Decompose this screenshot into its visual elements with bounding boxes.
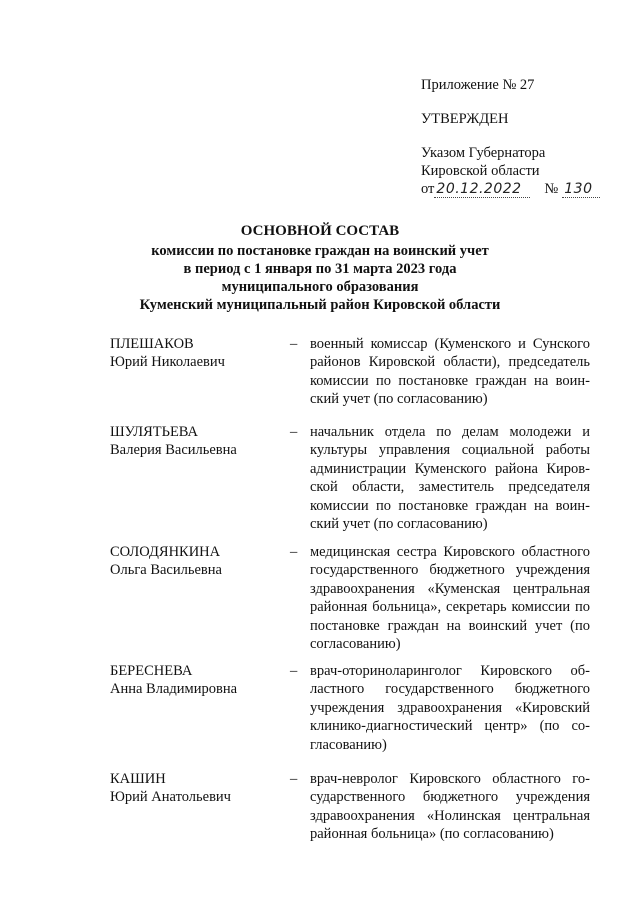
- number-sign: №: [544, 181, 559, 197]
- handwritten-number: 130: [562, 181, 600, 198]
- title-line-2: в период с 1 января по 31 марта 2023 года: [183, 261, 457, 277]
- member-surname: КАШИН: [110, 771, 166, 787]
- member-surname: СОЛОДЯНКИНА: [110, 544, 221, 560]
- handwritten-date: 20.12.2022: [434, 181, 530, 198]
- decree-line-2: Кировской области: [421, 163, 540, 179]
- member-given-name: Ольга Васильевна: [110, 562, 222, 579]
- decree-line-1: Указом Губернатора: [421, 145, 546, 161]
- title-main: ОСНОВНОЙ СОСТАВ: [240, 223, 400, 239]
- member-name: [110, 335, 280, 372]
- date-prefix: от: [421, 181, 435, 197]
- member-name: [110, 770, 280, 807]
- member-given-name: Анна Владимировна: [110, 681, 238, 698]
- approved-label: УТВЕРЖДЕН: [421, 111, 509, 127]
- member-role: медицинская сестра Кировского областного государственного бюджетного учреждения здравоохранения «Куменская центральная районная больница», секретарь комиссии по постановке граждан на воинский учет (по согласованию): [310, 544, 590, 653]
- decree-date-line: [421, 180, 621, 198]
- appendix-label: Приложение № 27: [421, 77, 535, 93]
- title-line-3: муниципального образования: [221, 279, 419, 295]
- member-given-name: Юрий Анатольевич: [110, 789, 231, 806]
- member-role: врач-невролог Кировского областного государственного бюджетного учреждения здравоохранения «Нолинская центральная районная больница» (по согласованию): [310, 771, 590, 843]
- member-given-name: Юрий Николаевич: [110, 354, 225, 371]
- member-dash: –: [290, 663, 298, 679]
- member-name: [110, 423, 280, 460]
- member-dash: –: [290, 771, 298, 787]
- member-surname: БЕРЕСНЕВА: [110, 663, 193, 679]
- member-surname: ШУЛЯТЬЕВА: [110, 424, 199, 440]
- member-surname: ПЛЕШАКОВ: [110, 336, 194, 352]
- member-name: [110, 662, 280, 699]
- approval-block: [421, 76, 621, 198]
- member-role: врач-оториноларинголог Кировского областного государственного бюджетного учреждения здравоохранения «Кировский клинико-диагностический центр» (по согласованию): [310, 663, 590, 753]
- title-line-4: Куменский муниципальный район Кировской области: [139, 297, 501, 313]
- member-dash: –: [290, 336, 298, 352]
- title-line-1: комиссии по постановке граждан на воинский учет: [151, 243, 489, 259]
- member-role: военный комиссар (Куменского и Сунского районов Кировской области), председатель комиссии по постановке граждан на воинский учет (по согласованию): [310, 336, 590, 408]
- member-name: [110, 543, 280, 580]
- member-dash: –: [290, 424, 298, 440]
- member-given-name: Валерия Васильевна: [110, 442, 237, 459]
- document-title: [40, 222, 600, 314]
- member-role: начальник отдела по делам молодежи и культуры управления социальной работы администрации Куменского района Кировской области, заместитель председателя комиссии по постановке граждан на воинский учет (по согласованию): [310, 424, 590, 533]
- member-dash: –: [290, 544, 298, 560]
